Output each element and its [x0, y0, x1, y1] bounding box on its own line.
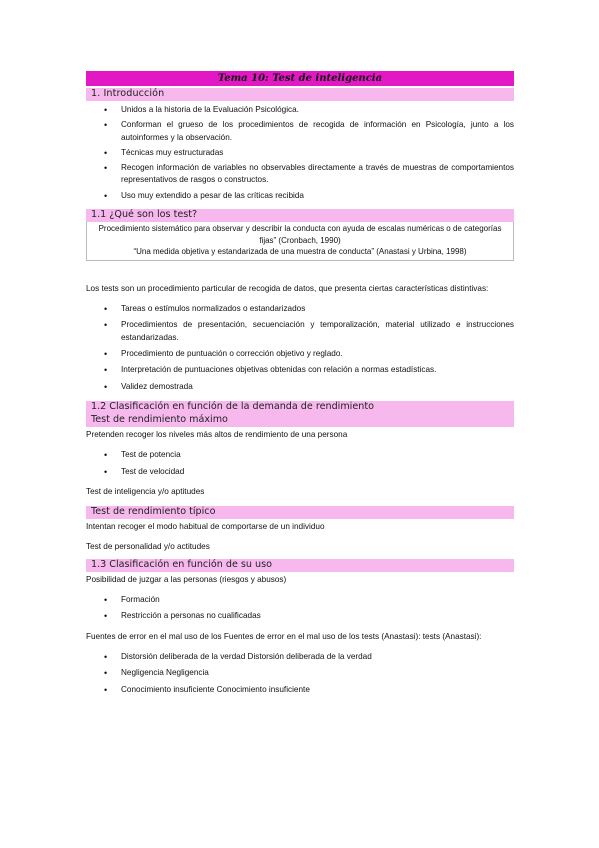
intro-bullet-list	[86, 104, 514, 202]
list-item: • Validez demostrada	[86, 381, 514, 393]
tests-intro-paragraph: Los tests son un procedimiento particular de recogida de datos, que presenta ciertas características distintivas:	[86, 283, 489, 293]
rendimiento-maximo-list	[86, 449, 514, 478]
fuentes-error-list	[86, 651, 514, 696]
section-heading-introduccion: 1. Introducción	[86, 88, 514, 101]
rendimiento-tipico-desc: Intentan recoger el modo habitual de comportarse de un individuo	[86, 522, 325, 532]
fuentes-error-intro: Fuentes de error en el mal uso de los Fuentes de error en el mal uso de los tests (Anastasi): tests (Anastasi):	[86, 631, 482, 641]
list-item: • Tareas o estímulos normalizados o estandarizados	[86, 303, 514, 315]
list-item: • Técnicas muy estructuradas	[86, 147, 514, 159]
definition-anastasi: “Una medida objetiva y estandarizada de una muestra de conducta” (Anastasi y Urbina, 1998)	[133, 247, 467, 257]
section-heading-funcion-uso: 1.3 Clasificación en función de su uso	[86, 559, 514, 572]
list-item: • Interpretación de puntuaciones objetivas obtenidas con relación a normas estadísticas.	[86, 364, 514, 376]
characteristics-list	[86, 303, 514, 393]
definition-box	[86, 222, 514, 261]
rendimiento-tipico-note: Test de personalidad y/o actitudes	[86, 542, 210, 552]
subheading-rendimiento-tipico: Test de rendimiento típico	[86, 506, 514, 519]
list-item: • Conforman el grueso de los procedimientos de recogida de información en Psicología, junto a los autoinformes y la observación.	[86, 119, 514, 144]
list-item: • Formación	[86, 594, 514, 606]
subheading-rendimiento-maximo: Test de rendimiento máximo	[86, 414, 514, 427]
list-item: • Test de velocidad	[86, 466, 514, 478]
list-item: • Conocimiento insuficiente Conocimiento insuficiente	[86, 684, 514, 696]
rendimiento-maximo-desc: Pretenden recoger los niveles más altos de rendimiento de una persona	[86, 429, 348, 439]
document-title: Tema 10: Test de inteligencia	[86, 71, 514, 86]
definition-cronbach: Procedimiento sistemático para observar y describir la conducta con ayuda de escalas numéricas o de categorías fijas” (Cronbach, 1990)	[98, 224, 502, 245]
rendimiento-maximo-note: Test de inteligencia y/o aptitudes	[86, 486, 205, 496]
list-item: • Negligencia Negligencia	[86, 667, 514, 679]
list-item: • Test de potencia	[86, 449, 514, 461]
list-item: • Procedimiento de puntuación o corrección objetivo y reglado.	[86, 348, 514, 360]
list-item: • Recogen información de variables no observables directamente a través de muestras de comportamientos representativos de rasgos o constructos.	[86, 162, 514, 187]
list-item: • Distorsión deliberada de la verdad Distorsión deliberada de la verdad	[86, 651, 514, 663]
uso-desc: Posibilidad de juzgar a las personas (riesgos y abusos)	[86, 574, 287, 584]
section-heading-que-son-los-test: 1.1 ¿Qué son los test?	[86, 209, 514, 222]
uso-list	[86, 594, 514, 623]
list-item: • Restricción a personas no cualificadas	[86, 610, 514, 622]
list-item: • Unidos a la historia de la Evaluación Psicológica.	[86, 104, 514, 116]
section-heading-demanda-rendimiento: 1.2 Clasificación en función de la demanda de rendimiento	[86, 401, 514, 414]
list-item: • Uso muy extendido a pesar de las críticas recibida	[86, 190, 514, 202]
document-page	[86, 71, 514, 704]
list-item: • Procedimientos de presentación, secuenciación y temporalización, material utilizado e instrucciones estandarizadas.	[86, 319, 514, 344]
